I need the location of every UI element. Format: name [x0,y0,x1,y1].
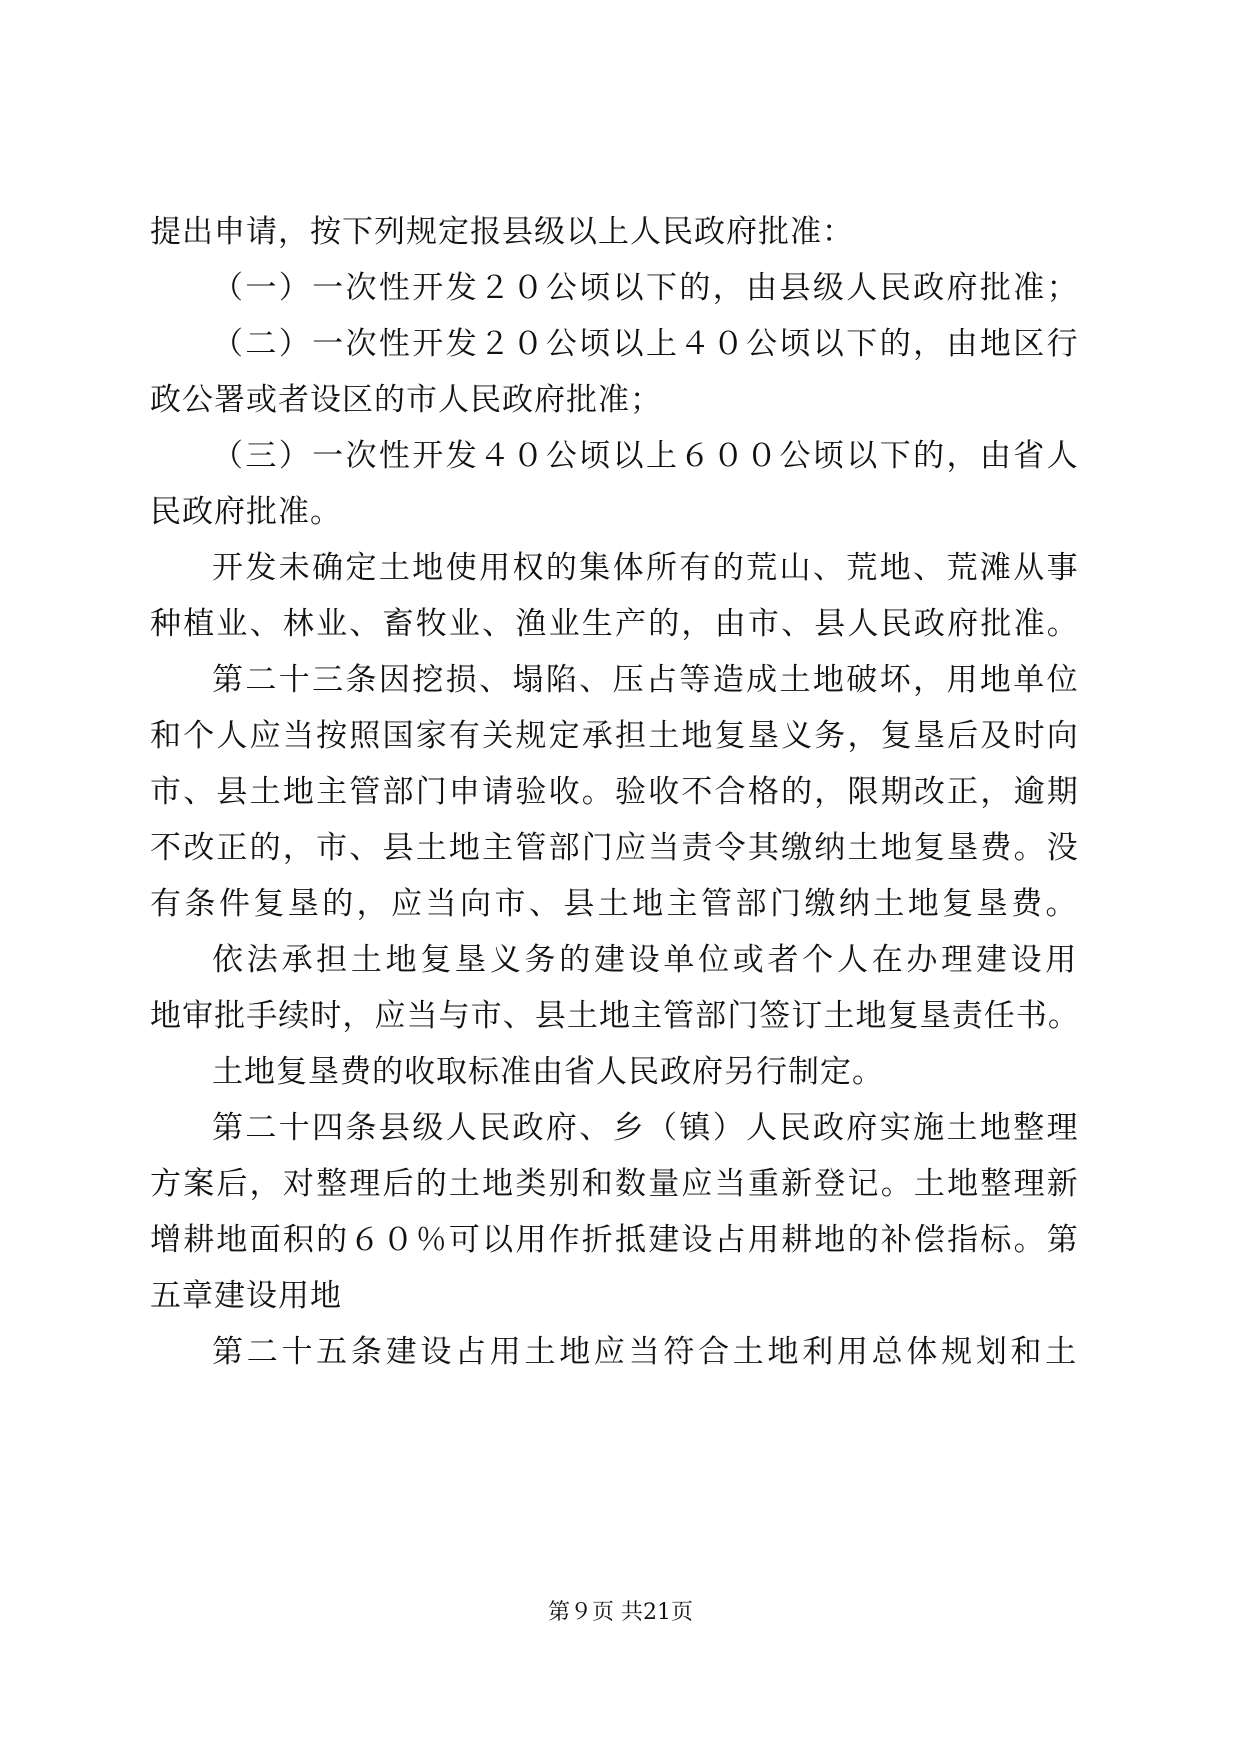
text-line: 地审批手续时，应当与市、县土地主管部门签订土地复垦责任书。 [150,998,1080,1034]
text-line: 依法承担土地复垦义务的建设单位或者个人在办理建设用 [212,942,1080,978]
text-line: 民政府批准。 [150,494,342,530]
text-line: 种植业、林业、畜牧业、渔业生产的，由市、县人民政府批准。 [150,606,1080,642]
text-line: 第二十四条县级人民政府、乡（镇）人民政府实施土地整理 [212,1110,1080,1146]
text-line: 增耕地面积的６０％可以用作折抵建设占用耕地的补偿指标。第 [150,1222,1080,1258]
text-line: （三）一次性开发４０公顷以上６００公顷以下的，由省人 [212,438,1080,474]
text-line: 土地复垦费的收取标准由省人民政府另行制定。 [212,1054,884,1090]
text-line: 不改正的，市、县土地主管部门应当责令其缴纳土地复垦费。没 [150,830,1080,866]
text-line: 方案后，对整理后的土地类别和数量应当重新登记。土地整理新 [150,1166,1080,1202]
text-line: 提出申请，按下列规定报县级以上人民政府批准： [150,214,854,250]
page-number-footer: 第９页 共21页 [548,1600,693,1625]
text-line: 有条件复垦的，应当向市、县土地主管部门缴纳土地复垦费。 [150,886,1080,922]
text-line: （二）一次性开发２０公顷以上４０公顷以下的，由地区行 [212,326,1080,362]
text-line: 第二十五条建设占用土地应当符合土地利用总体规划和土 [212,1334,1080,1370]
text-line: （一）一次性开发２０公顷以下的，由县级人民政府批准； [212,270,1080,306]
text-line: 政公署或者设区的市人民政府批准； [150,382,662,418]
text-line: 开发未确定土地使用权的集体所有的荒山、荒地、荒滩从事 [212,550,1080,586]
text-line: 和个人应当按照国家有关规定承担土地复垦义务，复垦后及时向 [150,718,1080,754]
text-line: 第二十三条因挖损、塌陷、压占等造成土地破坏，用地单位 [212,662,1080,698]
text-line: 市、县土地主管部门申请验收。验收不合格的，限期改正，逾期 [150,774,1080,810]
text-line: 五章建设用地 [150,1278,342,1314]
